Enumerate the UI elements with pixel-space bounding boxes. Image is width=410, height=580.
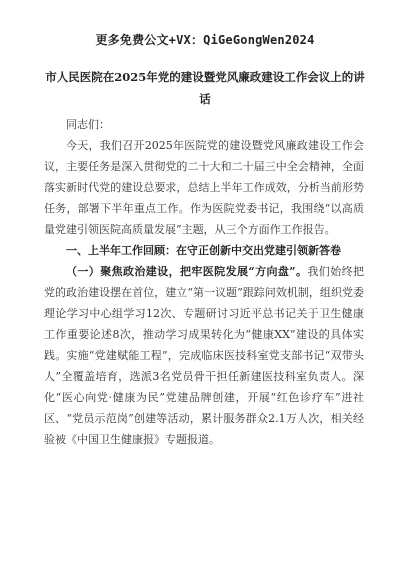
promo-banner: 更多免费公文+VX：QiGeGongWen2024 bbox=[95, 33, 315, 47]
subsection-lead: （一）聚焦政治建设，把牢医院发展“方向盘”。 bbox=[66, 265, 308, 278]
section-heading: 一、上半年工作回顾：在守正创新中交出党建引领新答卷 bbox=[66, 244, 341, 257]
subsection-paragraph bbox=[44, 261, 364, 450]
salutation: 同志们： bbox=[66, 118, 110, 131]
document-title: 市人民医院在2025年党的建设暨党风廉政建设工作会议上的讲话 bbox=[45, 70, 365, 106]
document-body bbox=[44, 114, 364, 450]
subsection-body: 我们始终把党的政治建设摆在首位，建立“第一议题”跟踪问效机制，组织党委理论学习中心组学习12次、专题研讨习近平总书记关于卫生健康工作重要论述8次，推动学习成果转化为“健康XX”建设的具体实践。实施“党建赋能工程”，完成临床医技科室党支部书记“双带头人”全覆盖培育，选派3名党员骨干担任新建医技科室负责人。深化“医心向党·健康为民”党建品牌创建，开展“红色诊疗车”进社区、“党员示范岗”创建等活动，累计服务群众2.1万人次，相关经验被《中国卫生健康报》专题报道。 bbox=[44, 265, 364, 446]
intro-paragraph: 今天，我们召开2025年医院党的建设暨党风廉政建设工作会议，主要任务是深入贯彻党的二十大和二十届三中全会精神，全面落实新时代党的建设总要求，总结上半年工作成效，分析当前形势任务，部署下半年重点工作。作为医院党委书记，我围绕“以高质量党建引领医院高质量发展”主题，从三个方面作工作报告。 bbox=[44, 139, 364, 236]
